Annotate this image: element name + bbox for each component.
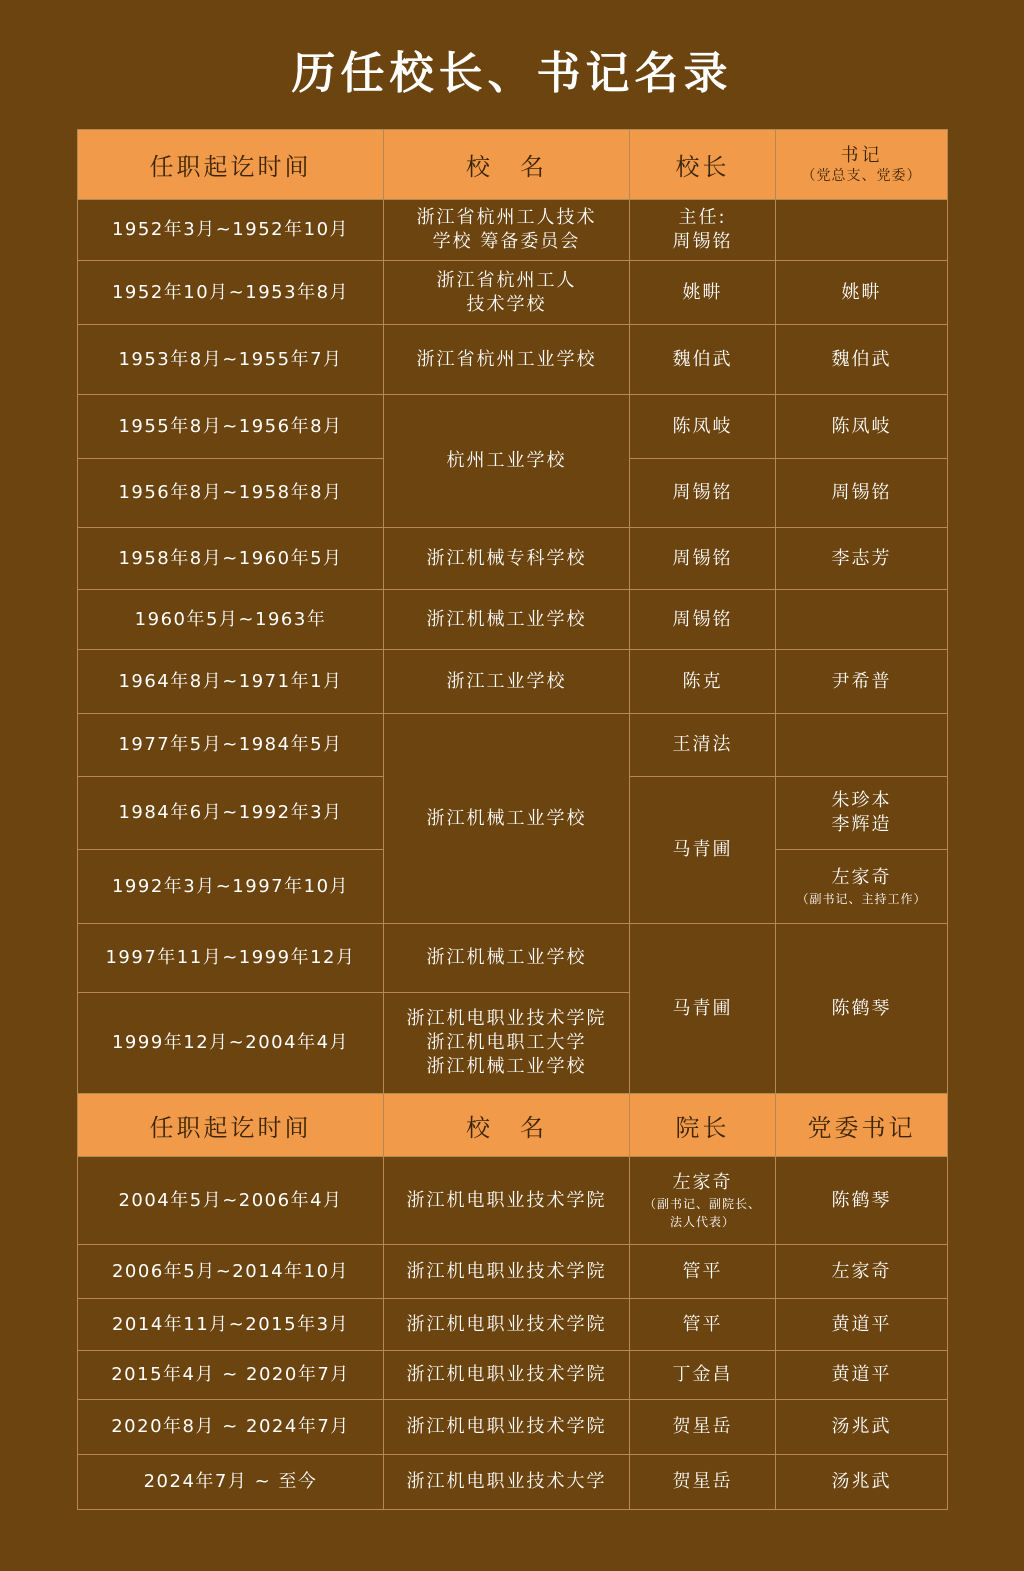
school-line: 浙江机电职工大学 <box>426 1032 587 1053</box>
table-row <box>78 395 948 459</box>
secretary-cell: 尹希普 <box>776 650 948 714</box>
school-cell: 浙江机电职业技术学院 <box>384 1157 630 1245</box>
head-cell <box>630 200 776 261</box>
head-line: 左家奇 <box>672 1171 733 1193</box>
period-cell: 1956年8月~1958年8月 <box>78 459 384 528</box>
head-cell: 周锡铭 <box>630 528 776 590</box>
secretary-cell: 李志芳 <box>776 528 948 590</box>
head-cell: 周锡铭 <box>630 459 776 528</box>
head-cell: 姚畊 <box>630 261 776 325</box>
secretary-cell: 魏伯武 <box>776 325 948 395</box>
period-cell: 2006年5月~2014年10月 <box>78 1245 384 1299</box>
table-row <box>78 1400 948 1455</box>
header-period: 任职起讫时间 <box>78 130 384 200</box>
table-row <box>78 1157 948 1245</box>
period-cell: 1984年6月~1992年3月 <box>78 777 384 850</box>
period-cell: 1952年10月~1953年8月 <box>78 261 384 325</box>
head-cell: 陈克 <box>630 650 776 714</box>
period-cell: 1960年5月~1963年 <box>78 590 384 650</box>
school-line: 浙江省杭州工人 <box>436 269 577 291</box>
school-cell: 浙江机械工业学校 <box>384 590 630 650</box>
table-row <box>78 650 948 714</box>
school-cell <box>384 261 630 325</box>
school-line: 浙江机械工业学校 <box>426 1056 587 1077</box>
secretary-cell: 黄道平 <box>776 1299 948 1351</box>
head-line: 主任: <box>678 207 727 228</box>
school-line: 学校 筹备委员会 <box>432 231 581 252</box>
table-row <box>78 528 948 590</box>
secretary-cell: 陈鹤琴 <box>776 924 948 1094</box>
table-row <box>78 1299 948 1351</box>
school-cell <box>384 993 630 1094</box>
period-cell: 2024年7月 ~ 至今 <box>78 1455 384 1510</box>
secretary-cell: 周锡铭 <box>776 459 948 528</box>
school-line: 浙江机电职业技术学院 <box>406 1008 607 1029</box>
head-cell: 魏伯武 <box>630 325 776 395</box>
header-school: 校 名 <box>384 130 630 200</box>
head-cell: 丁金昌 <box>630 1351 776 1400</box>
head-line: 周锡铭 <box>672 231 733 252</box>
secretary-line: 左家奇 <box>831 866 892 888</box>
school-cell: 浙江机电职业技术学院 <box>384 1245 630 1299</box>
head-cell: 马青圃 <box>630 924 776 1094</box>
table-row <box>78 714 948 777</box>
secretary-cell <box>776 590 948 650</box>
header-secretary: 党委书记 <box>776 1094 948 1157</box>
table-row <box>78 1245 948 1299</box>
table-row <box>78 1455 948 1510</box>
secretary-line: 李辉造 <box>831 814 892 835</box>
header-head: 校长 <box>630 130 776 200</box>
head-note: （副书记、副院长、 <box>643 1196 761 1211</box>
secretary-cell <box>776 777 948 850</box>
header-school: 校 名 <box>384 1094 630 1157</box>
period-cell: 2004年5月~2006年4月 <box>78 1157 384 1245</box>
school-cell: 浙江机械专科学校 <box>384 528 630 590</box>
page-title: 历任校长、书记名录 <box>291 48 733 99</box>
period-cell: 1964年8月~1971年1月 <box>78 650 384 714</box>
school-line: 浙江省杭州工人技术 <box>416 207 597 228</box>
head-cell: 管平 <box>630 1299 776 1351</box>
secretary-cell: 陈鹤琴 <box>776 1157 948 1245</box>
head-cell: 王清法 <box>630 714 776 777</box>
period-cell: 2014年11月~2015年3月 <box>78 1299 384 1351</box>
secretary-cell <box>776 850 948 924</box>
table-header <box>78 130 948 200</box>
secretary-cell <box>776 200 948 261</box>
period-cell: 1999年12月~2004年4月 <box>78 993 384 1094</box>
head-cell: 管平 <box>630 1245 776 1299</box>
header-secretary-note: （党总支、党委） <box>801 167 922 184</box>
secretary-cell: 左家奇 <box>776 1245 948 1299</box>
period-cell: 1977年5月~1984年5月 <box>78 714 384 777</box>
head-cell: 陈凤岐 <box>630 395 776 459</box>
school-cell: 浙江省杭州工业学校 <box>384 325 630 395</box>
period-cell: 1952年3月~1952年10月 <box>78 200 384 261</box>
header-period: 任职起讫时间 <box>78 1094 384 1157</box>
period-cell: 2015年4月 ~ 2020年7月 <box>78 1351 384 1400</box>
school-cell: 浙江机械工业学校 <box>384 714 630 924</box>
head-cell <box>630 1157 776 1245</box>
school-cell: 浙江工业学校 <box>384 650 630 714</box>
school-cell: 浙江机电职业技术学院 <box>384 1299 630 1351</box>
header-secretary-label: 书记 <box>840 144 883 166</box>
table-header-2 <box>78 1094 948 1157</box>
school-line: 技术学校 <box>466 293 547 315</box>
secretary-note: （副书记、主持工作） <box>796 891 927 906</box>
secretary-cell: 陈凤岐 <box>776 395 948 459</box>
secretary-cell: 汤兆武 <box>776 1400 948 1455</box>
table-row <box>78 325 948 395</box>
leaders-table <box>77 129 948 1510</box>
secretary-cell: 黄道平 <box>776 1351 948 1400</box>
table-row <box>78 1351 948 1400</box>
school-cell: 浙江机械工业学校 <box>384 924 630 993</box>
period-cell: 1953年8月~1955年7月 <box>78 325 384 395</box>
table-row <box>78 261 948 325</box>
head-note: 法人代表） <box>669 1214 735 1229</box>
secretary-cell: 姚畊 <box>776 261 948 325</box>
header-secretary <box>776 130 948 200</box>
school-cell <box>384 200 630 261</box>
head-cell: 贺星岳 <box>630 1455 776 1510</box>
period-cell: 1958年8月~1960年5月 <box>78 528 384 590</box>
table-row <box>78 200 948 261</box>
period-cell: 1997年11月~1999年12月 <box>78 924 384 993</box>
header-head: 院长 <box>630 1094 776 1157</box>
head-cell: 贺星岳 <box>630 1400 776 1455</box>
period-cell: 2020年8月 ~ 2024年7月 <box>78 1400 384 1455</box>
school-cell: 杭州工业学校 <box>384 395 630 528</box>
secretary-cell: 汤兆武 <box>776 1455 948 1510</box>
period-cell: 1955年8月~1956年8月 <box>78 395 384 459</box>
school-cell: 浙江机电职业技术学院 <box>384 1351 630 1400</box>
school-cell: 浙江机电职业技术学院 <box>384 1400 630 1455</box>
secretary-cell <box>776 714 948 777</box>
school-cell: 浙江机电职业技术大学 <box>384 1455 630 1510</box>
head-cell: 周锡铭 <box>630 590 776 650</box>
secretary-line: 朱珍本 <box>831 790 892 811</box>
table-row <box>78 924 948 993</box>
period-cell: 1992年3月~1997年10月 <box>78 850 384 924</box>
table-row <box>78 590 948 650</box>
head-cell: 马青圃 <box>630 777 776 924</box>
